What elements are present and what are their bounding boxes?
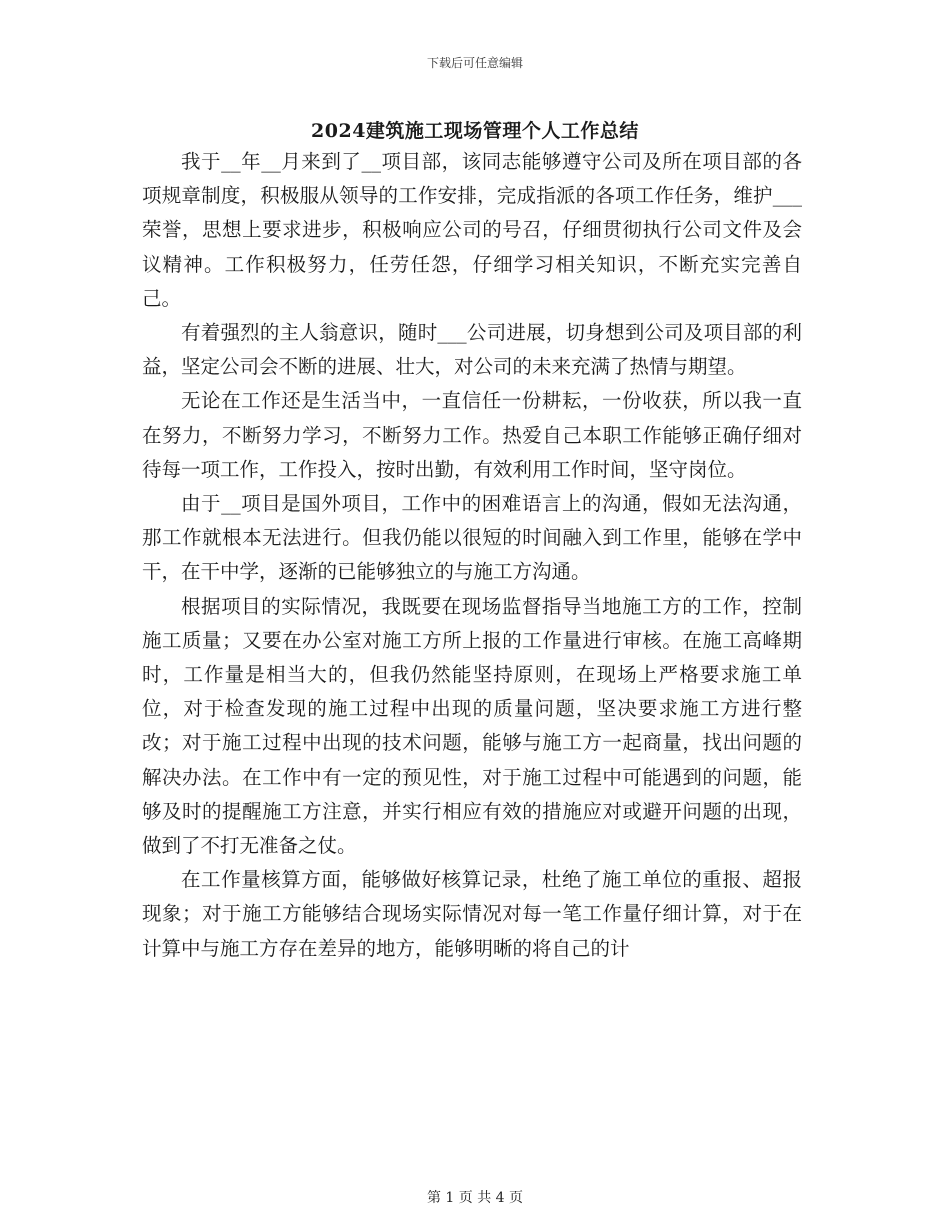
- page-footer: 第 1 页 共 4 页: [426, 1190, 524, 1206]
- paragraph: 根据项目的实际情况，我既要在现场监督指导当地施工方的工作，控制施工质量；又要在办公室对施工方所上报的工作量进行审核。在施工高峰期时，工作量是相当大的，但我仍然能坚持原则，在现场上严格要求施工单位，对于检查发现的施工过程中出现的质量问题，坚决要求施工方进行整改；对于施工过程中出现的技术问题，能够与施工方一起商量，找出问题的解决办法。在工作中有一定的预见性，对于施工过程中可能遇到的问题，能够及时的提醒施工方注意，并实行相应有效的措施应对或避开问题的出现，做到了不打无准备之仗。: [142, 594, 802, 858]
- header-note: 下载后可任意编辑: [426, 56, 523, 70]
- paragraph: 在工作量核算方面，能够做好核算记录，杜绝了施工单位的重报、超报现象；对于施工方能够结合现场实际情况对每一笔工作量仔细计算，对于在计算中与施工方存在差异的地方，能够明晰的将自己的计: [142, 868, 802, 960]
- document-title: 2024建筑施工现场管理个人工作总结: [311, 120, 639, 142]
- paragraph: 我于__年__月来到了__项目部，该同志能够遵守公司及所在项目部的各项规章制度，积极服从领导的工作安排，完成指派的各项工作任务，维护___荣誉，思想上要求进步，积极响应公司的号召，仔细贯彻执行公司文件及会议精神。工作积极努力，任劳任怨，仔细学习相关知识，不断充实完善自己。: [142, 150, 802, 310]
- paragraph: 由于__项目是国外项目，工作中的困难语言上的沟通，假如无法沟通，那工作就根本无法进行。但我仍能以很短的时间融入到工作里，能够在学中干，在干中学，逐渐的已能够独立的与施工方沟通。: [142, 492, 802, 584]
- document-body: [142, 145, 802, 966]
- paragraph: 有着强烈的主人翁意识，随时___公司进展，切身想到公司及项目部的利益，坚定公司会不断的进展、壮大，对公司的未来充满了热情与期望。: [142, 321, 802, 379]
- paragraph: 无论在工作还是生活当中，一直信任一份耕耘，一份收获，所以我一直在努力，不断努力学习，不断努力工作。热爱自己本职工作能够正确仔细对待每一项工作，工作投入，按时出勤，有效利用工作时间，坚守岗位。: [142, 389, 802, 481]
